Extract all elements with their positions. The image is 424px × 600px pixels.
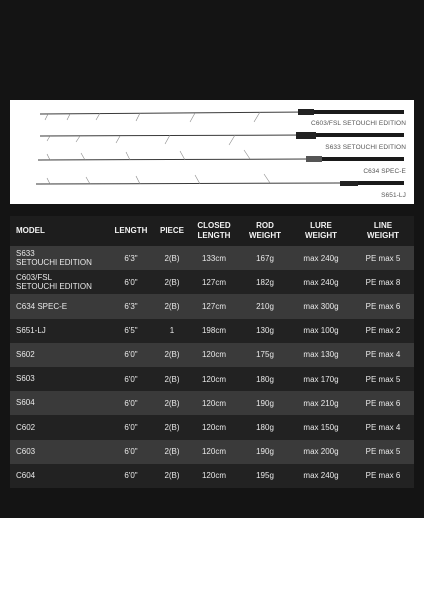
cell-piece: 2(B) xyxy=(164,301,180,311)
table-row xyxy=(10,440,414,464)
header-rod-line1: ROD xyxy=(256,221,274,230)
cell-rod-weight: 182g xyxy=(256,277,274,287)
rod-label: C634 SPEC-E xyxy=(363,168,406,175)
cell-closed-length: 120cm xyxy=(201,447,226,457)
header-lure-weight xyxy=(290,221,352,241)
header-line-line2: WEIGHT xyxy=(367,231,399,240)
cell-piece: 2(B) xyxy=(164,374,180,384)
cell-rod-weight: 130g xyxy=(256,326,274,336)
cell-length: 6'0" xyxy=(124,374,138,384)
cell-line-weight: PE max 6 xyxy=(365,398,401,408)
cell-length: 6'3" xyxy=(124,253,138,263)
cell-lure-weight: max 100g xyxy=(303,326,339,336)
header-closed-length xyxy=(188,221,240,241)
cell-model: S602 xyxy=(16,350,35,360)
cell-line-weight: PE max 2 xyxy=(365,326,401,336)
header-piece: PIECE xyxy=(159,226,184,235)
cell-rod-weight: 180g xyxy=(256,422,274,432)
cell-line-weight: PE max 4 xyxy=(365,350,401,360)
table-row xyxy=(10,415,414,439)
header-closed-line2: LENGTH xyxy=(197,231,231,240)
header-line-weight xyxy=(352,221,414,241)
cell-length: 6'0" xyxy=(124,277,138,287)
table-row xyxy=(10,246,414,270)
header-line-line1: LINE xyxy=(373,221,393,230)
cell-model: C602 xyxy=(16,422,36,432)
cell-line-weight: PE max 4 xyxy=(365,422,401,432)
cell-length: 6'3" xyxy=(124,301,138,311)
cell-line-weight: PE max 6 xyxy=(365,301,401,311)
bottom-white-area xyxy=(0,518,424,600)
rod-label: S633 SETOUCHI EDITION xyxy=(325,144,406,151)
cell-model: S651-LJ xyxy=(16,325,46,335)
cell-closed-length: 120cm xyxy=(201,471,226,481)
cell-piece: 2(B) xyxy=(164,253,180,263)
header-lure-line1: LURE xyxy=(310,221,332,230)
cell-closed-length: 133cm xyxy=(201,253,226,263)
header-rod-weight xyxy=(240,221,290,241)
cell-closed-length: 120cm xyxy=(201,398,226,408)
cell-rod-weight: 190g xyxy=(256,398,274,408)
table-row xyxy=(10,464,414,488)
cell-lure-weight: max 210g xyxy=(303,398,339,408)
cell-rod-weight: 180g xyxy=(256,374,274,384)
cell-length: 6'0" xyxy=(124,422,138,432)
cell-rod-weight: 195g xyxy=(256,471,274,481)
cell-closed-length: 127cm xyxy=(201,277,226,287)
cell-piece: 2(B) xyxy=(164,447,180,457)
cell-model: S603 xyxy=(16,374,35,384)
rod-3 xyxy=(38,150,404,162)
cell-model: S633 SETOUCHI EDITION xyxy=(16,248,92,268)
cell-length: 6'0" xyxy=(124,471,138,481)
cell-model: C603 xyxy=(16,446,36,456)
cell-piece: 2(B) xyxy=(164,277,180,287)
rod-4 xyxy=(36,174,404,186)
cell-line-weight: PE max 5 xyxy=(365,374,401,384)
cell-piece: 2(B) xyxy=(164,422,180,432)
cell-lure-weight: max 240g xyxy=(303,253,339,263)
header-length: LENGTH xyxy=(114,226,148,235)
cell-line-weight: PE max 5 xyxy=(365,447,401,457)
table-row xyxy=(10,391,414,415)
cell-closed-length: 120cm xyxy=(201,350,226,360)
rods-image-panel xyxy=(10,100,414,204)
header-closed-line1: CLOSED xyxy=(197,221,231,230)
table-row xyxy=(10,343,414,367)
cell-lure-weight: max 170g xyxy=(303,374,339,384)
rod-label: C603/FSL SETOUCHI EDITION xyxy=(311,120,406,127)
header-model: MODEL xyxy=(16,226,45,235)
table-row xyxy=(10,270,414,294)
cell-closed-length: 120cm xyxy=(201,374,226,384)
cell-line-weight: PE max 8 xyxy=(365,277,401,287)
cell-lure-weight: max 200g xyxy=(303,447,339,457)
cell-lure-weight: max 150g xyxy=(303,422,339,432)
cell-piece: 2(B) xyxy=(164,471,180,481)
cell-closed-length: 198cm xyxy=(201,326,226,336)
cell-length: 6'0" xyxy=(124,350,138,360)
cell-lure-weight: max 130g xyxy=(303,350,339,360)
rod-label: S651-LJ xyxy=(381,192,406,199)
header-rod-line2: WEIGHT xyxy=(249,231,281,240)
spec-table xyxy=(10,216,414,488)
table-header-row xyxy=(10,216,414,246)
header-lure-line2: WEIGHT xyxy=(305,231,337,240)
cell-lure-weight: max 300g xyxy=(303,301,339,311)
table-row xyxy=(10,294,414,318)
cell-rod-weight: 190g xyxy=(256,447,274,457)
cell-length: 6'0" xyxy=(124,398,138,408)
table-row xyxy=(10,319,414,343)
cell-line-weight: PE max 5 xyxy=(365,253,401,263)
cell-piece: 2(B) xyxy=(164,350,180,360)
cell-closed-length: 127cm xyxy=(201,301,226,311)
cell-rod-weight: 167g xyxy=(256,253,274,263)
cell-line-weight: PE max 6 xyxy=(365,471,401,481)
cell-rod-weight: 210g xyxy=(256,301,274,311)
cell-model: C603/FSL SETOUCHI EDITION xyxy=(16,272,92,292)
cell-model: S604 xyxy=(16,398,35,408)
rod-image-c603-fsl xyxy=(10,100,414,204)
cell-rod-weight: 175g xyxy=(256,350,274,360)
cell-model: C634 SPEC-E xyxy=(16,301,68,311)
cell-closed-length: 120cm xyxy=(201,422,226,432)
cell-length: 6'5" xyxy=(124,326,138,336)
table-row xyxy=(10,367,414,391)
cell-lure-weight: max 240g xyxy=(303,471,339,481)
cell-piece: 2(B) xyxy=(164,398,180,408)
cell-length: 6'0" xyxy=(124,447,138,457)
cell-model: C604 xyxy=(16,471,36,481)
cell-lure-weight: max 240g xyxy=(303,277,339,287)
cell-piece: 1 xyxy=(169,326,175,336)
